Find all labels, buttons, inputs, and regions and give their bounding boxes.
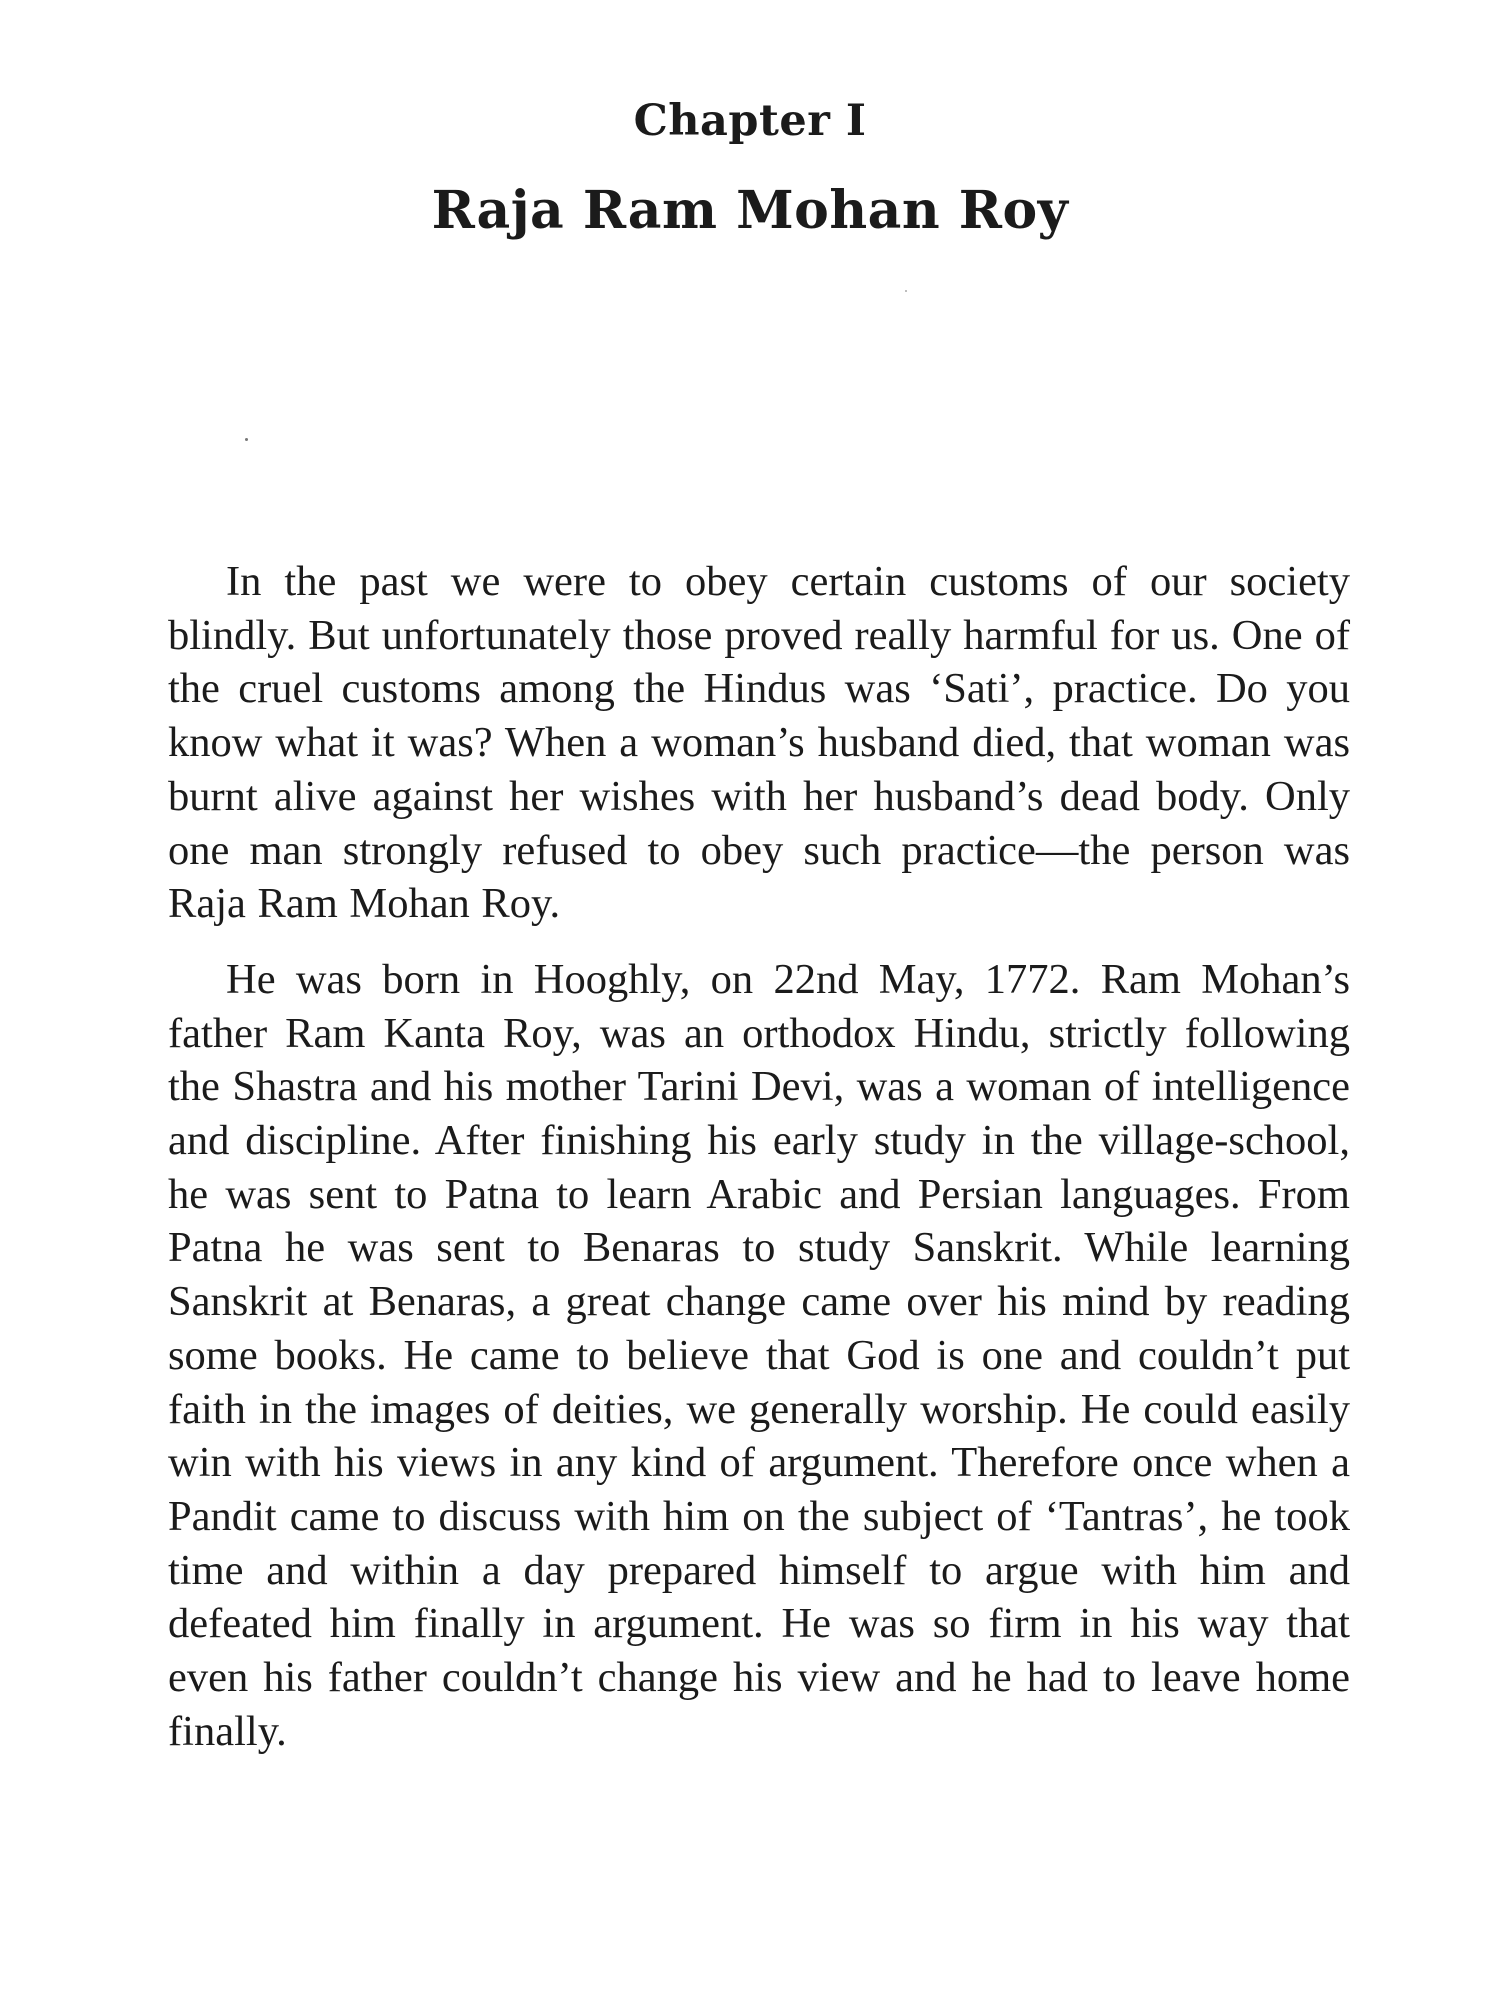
- scan-speck: [245, 438, 248, 441]
- chapter-title: Raja Ram Mohan Roy: [431, 180, 1069, 241]
- chapter-body: [168, 555, 1350, 1780]
- scan-speck: [905, 290, 907, 292]
- paragraph-sati: In the past we were to obey certain customs of our society blindly. But unfortunately those proved really harmful for us. One of the cruel customs among the Hindus was ‘Sati’, practice. Do you know what it was? When a woman’s husband died, that woman was burnt alive against her wishes with her husband’s dead body. Only one man strongly refused to obey such practice—the person was Raja Ram Mohan Roy.: [168, 558, 1350, 928]
- paragraph-early-life: He was born in Hooghly, on 22nd May, 1772. Ram Mohan’s father Ram Kanta Roy, was an orthodox Hindu, strictly following the Shastra and his mother Tarini Devi, was a woman of intelligence and discipline. After finishing his early study in the village-school, he was sent to Patna to learn Arabic and Persian languages. From Patna he was sent to Benaras to study Sanskrit. While learning Sanskrit at Benaras, a great change came over his mind by reading some books. He came to believe that God is one and couldn’t put faith in the images of deities, we generally worship. He could easily win with his views in any kind of argument. Therefore once when a Pandit came to discuss with him on the subject of ‘Tantras’, he took time and within a day prepared himself to argue with him and defeated him finally in argument. He was so firm in his way that even his father couldn’t change his view and he had to leave home finally.: [168, 955, 1350, 1755]
- chapter-number: Chapter I: [633, 96, 867, 146]
